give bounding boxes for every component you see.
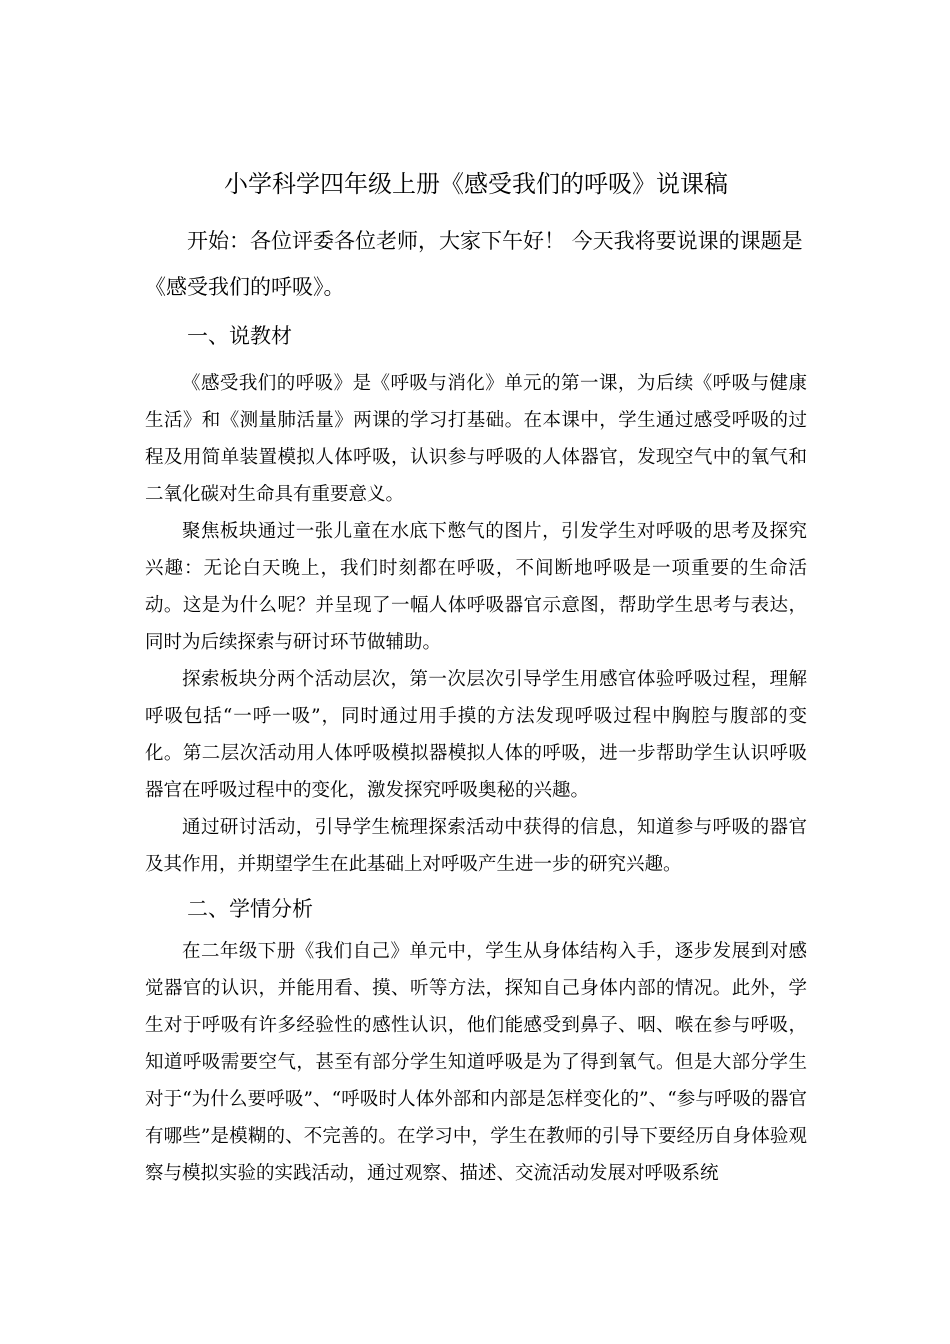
opening-paragraph: 开始：各位评委各位老师，大家下午好！ 今天我将要说课的课题是《感受我们的呼吸》。 bbox=[145, 229, 803, 299]
paragraph-discussion-section: 通过研讨活动，引导学生梳理探索活动中获得的信息，知道参与呼吸的器官及其作用，并期望学生在此基础上对呼吸产生进一步的研究兴趣。 bbox=[145, 817, 807, 875]
paragraph-textbook-intro: 《感受我们的呼吸》是《呼吸与消化》单元的第一课，为后续《呼吸与健康生活》和《测量肺活量》两课的学习打基础。在本课中，学生通过感受呼吸的过程及用简单装置模拟人体呼吸，认识参与呼吸的人体器官，发现空气中的氧气和二氧化碳对生命具有重要意义。 bbox=[145, 373, 807, 505]
paragraph-focus-section: 聚焦板块通过一张儿童在水底下憋气的图片，引发学生对呼吸的思考及探究兴趣：无论白天晚上，我们时刻都在呼吸，不间断地呼吸是一项重要的生命活动。这是为什么呢？并呈现了一幅人体呼吸器官示意图，帮助学生思考与表达，同时为后续探索与研讨环节做辅助。 bbox=[145, 521, 807, 653]
section-heading-textbook: 一、说教材 bbox=[187, 324, 292, 348]
section-heading-student-analysis: 二、学情分析 bbox=[187, 897, 313, 921]
paragraph-student-analysis: 在二年级下册《我们自己》单元中，学生从身体结构入手，逐步发展到对感觉器官的认识，并能用看、摸、听等方法，探知自己身体内部的情况。此外，学生对于呼吸有许多经验性的感性认识，他们能感受到鼻子、咽、喉在参与呼吸，知道呼吸需要空气，甚至有部分学生知道呼吸是为了得到氧气。但是大部分学生对于“为什么要呼吸”、“呼吸时人体外部和内部是怎样变化的”、“参与呼吸的器官有哪些”是模糊的、不完善的。在学习中，学生在教师的引导下要经历自身体验观察与模拟实验的实践活动，通过观察、描述、交流活动发展对呼吸系统 bbox=[145, 941, 807, 1184]
paragraph-explore-section: 探索板块分两个活动层次，第一次层次引导学生用感官体验呼吸过程，理解呼吸包括“一呼一吸”，同时通过用手摸的方法发现呼吸过程中胸腔与腹部的变化。第二层次活动用人体呼吸模拟器模拟人体的呼吸，进一步帮助学生认识呼吸器官在呼吸过程中的变化，激发探究呼吸奥秘的兴趣。 bbox=[145, 669, 807, 801]
document-title: 小学科学四年级上册《感受我们的呼吸》说课稿 bbox=[224, 170, 728, 198]
